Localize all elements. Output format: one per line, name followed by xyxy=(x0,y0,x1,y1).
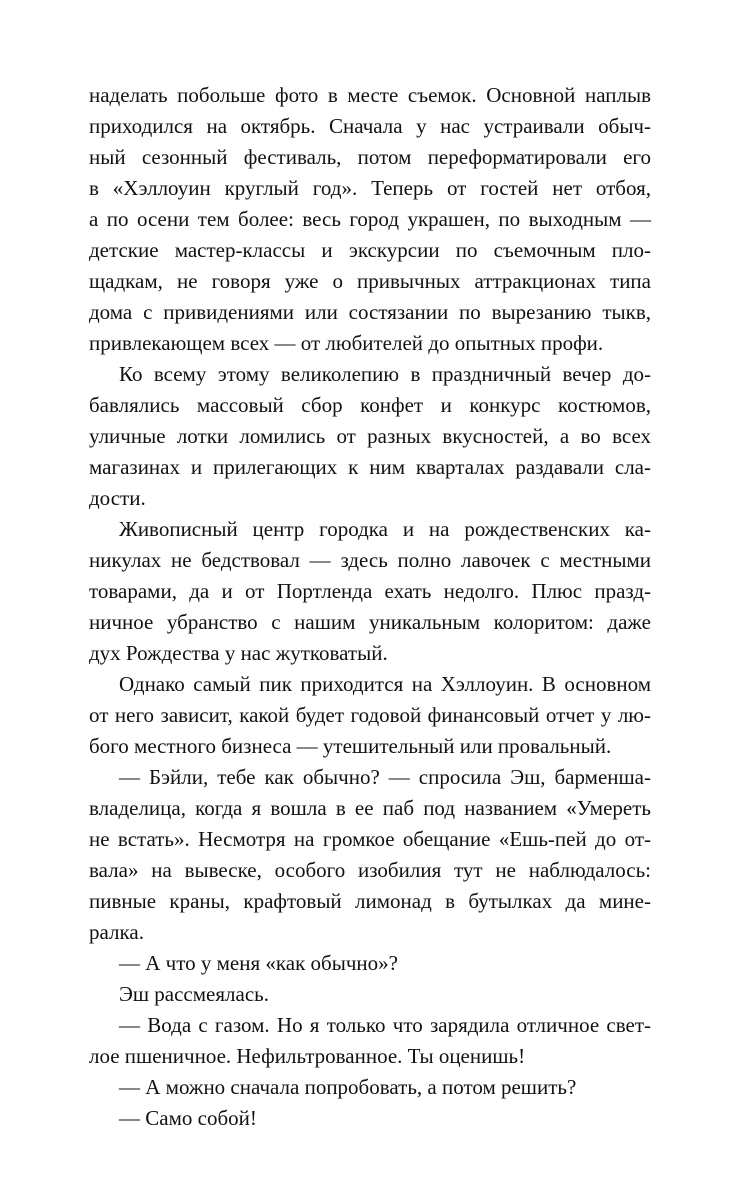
text-line: Живописный центр городка и на рождественских ка- xyxy=(119,517,651,541)
text-line: а по осени тем более: весь город украшен, по выходным — xyxy=(89,207,651,231)
text-line: наделать побольше фото в месте съемок. Основной наплыв xyxy=(89,83,651,107)
text-line: пивные краны, крафтовый лимонад в бутылках да мине- xyxy=(89,889,651,913)
paragraph xyxy=(89,514,651,669)
text-line: ничное убранство с нашим уникальным колоритом: даже xyxy=(89,610,651,634)
text-line: уличные лотки ломились от разных вкусностей, а во всех xyxy=(89,424,651,448)
text-line: в «Хэллоуин круглый год». Теперь от гостей нет отбоя, xyxy=(89,176,651,200)
text-line: дости. xyxy=(89,486,146,510)
paragraph xyxy=(89,948,651,979)
text-line: лое пшеничное. Нефильтрованное. Ты оценишь! xyxy=(89,1044,526,1068)
text-line: Ко всему этому великолепию в праздничный вечер до- xyxy=(119,362,651,386)
text-line: дома с привидениями или состязании по вырезанию тыкв, xyxy=(89,300,651,324)
paragraph xyxy=(89,669,651,762)
paragraph xyxy=(89,1072,651,1103)
text-line: Однако самый пик приходится на Хэллоуин. В основном xyxy=(119,672,651,696)
book-page-text xyxy=(89,80,651,1134)
text-line: дух Рождества у нас жутковатый. xyxy=(89,641,388,665)
text-line: ный сезонный фестиваль, потом переформатировали его xyxy=(89,145,651,169)
text-line: не встать». Несмотря на громкое обещание «Ешь-пей до от- xyxy=(89,827,651,851)
text-line: владелица, когда я вошла в ее паб под названием «Умереть xyxy=(89,796,651,820)
text-line: приходился на октябрь. Сначала у нас устраивали обыч- xyxy=(89,114,651,138)
text-line: магазинах и прилегающих к ним кварталах раздавали сла- xyxy=(89,455,651,479)
text-line: товарами, да и от Портленда ехать недолго. Плюс празд- xyxy=(89,579,651,603)
text-line: — А что у меня «как обычно»? xyxy=(119,951,398,975)
text-line: детские мастер-классы и экскурсии по съемочным пло- xyxy=(89,238,651,262)
text-line: привлекающем всех — от любителей до опытных профи. xyxy=(89,331,604,355)
text-line: бого местного бизнеса — утешительный или провальный. xyxy=(89,734,612,758)
paragraph xyxy=(89,762,651,948)
paragraph xyxy=(89,1103,651,1134)
text-line: — Вода с газом. Но я только что зарядила отличное свет- xyxy=(119,1013,651,1037)
text-line: — А можно сначала попробовать, а потом решить? xyxy=(119,1075,577,1099)
text-line: — Бэйли, тебе как обычно? — спросила Эш, барменша- xyxy=(119,765,651,789)
text-line: Эш рассмеялась. xyxy=(119,982,269,1006)
text-line: никулах не бедствовал — здесь полно лавочек с местными xyxy=(89,548,651,572)
text-line: — Само собой! xyxy=(119,1106,257,1130)
paragraph xyxy=(89,80,651,359)
text-line: вала» на вывеске, особого изобилия тут не наблюдалось: xyxy=(89,858,651,882)
text-line: от него зависит, какой будет годовой финансовый отчет у лю- xyxy=(89,703,651,727)
text-line: щадкам, не говоря уже о привычных аттракционах типа xyxy=(89,269,651,293)
text-line: бавлялись массовый сбор конфет и конкурс костюмов, xyxy=(89,393,651,417)
paragraph xyxy=(89,1010,651,1072)
paragraph xyxy=(89,359,651,514)
text-line: ралка. xyxy=(89,920,144,944)
paragraph xyxy=(89,979,651,1010)
